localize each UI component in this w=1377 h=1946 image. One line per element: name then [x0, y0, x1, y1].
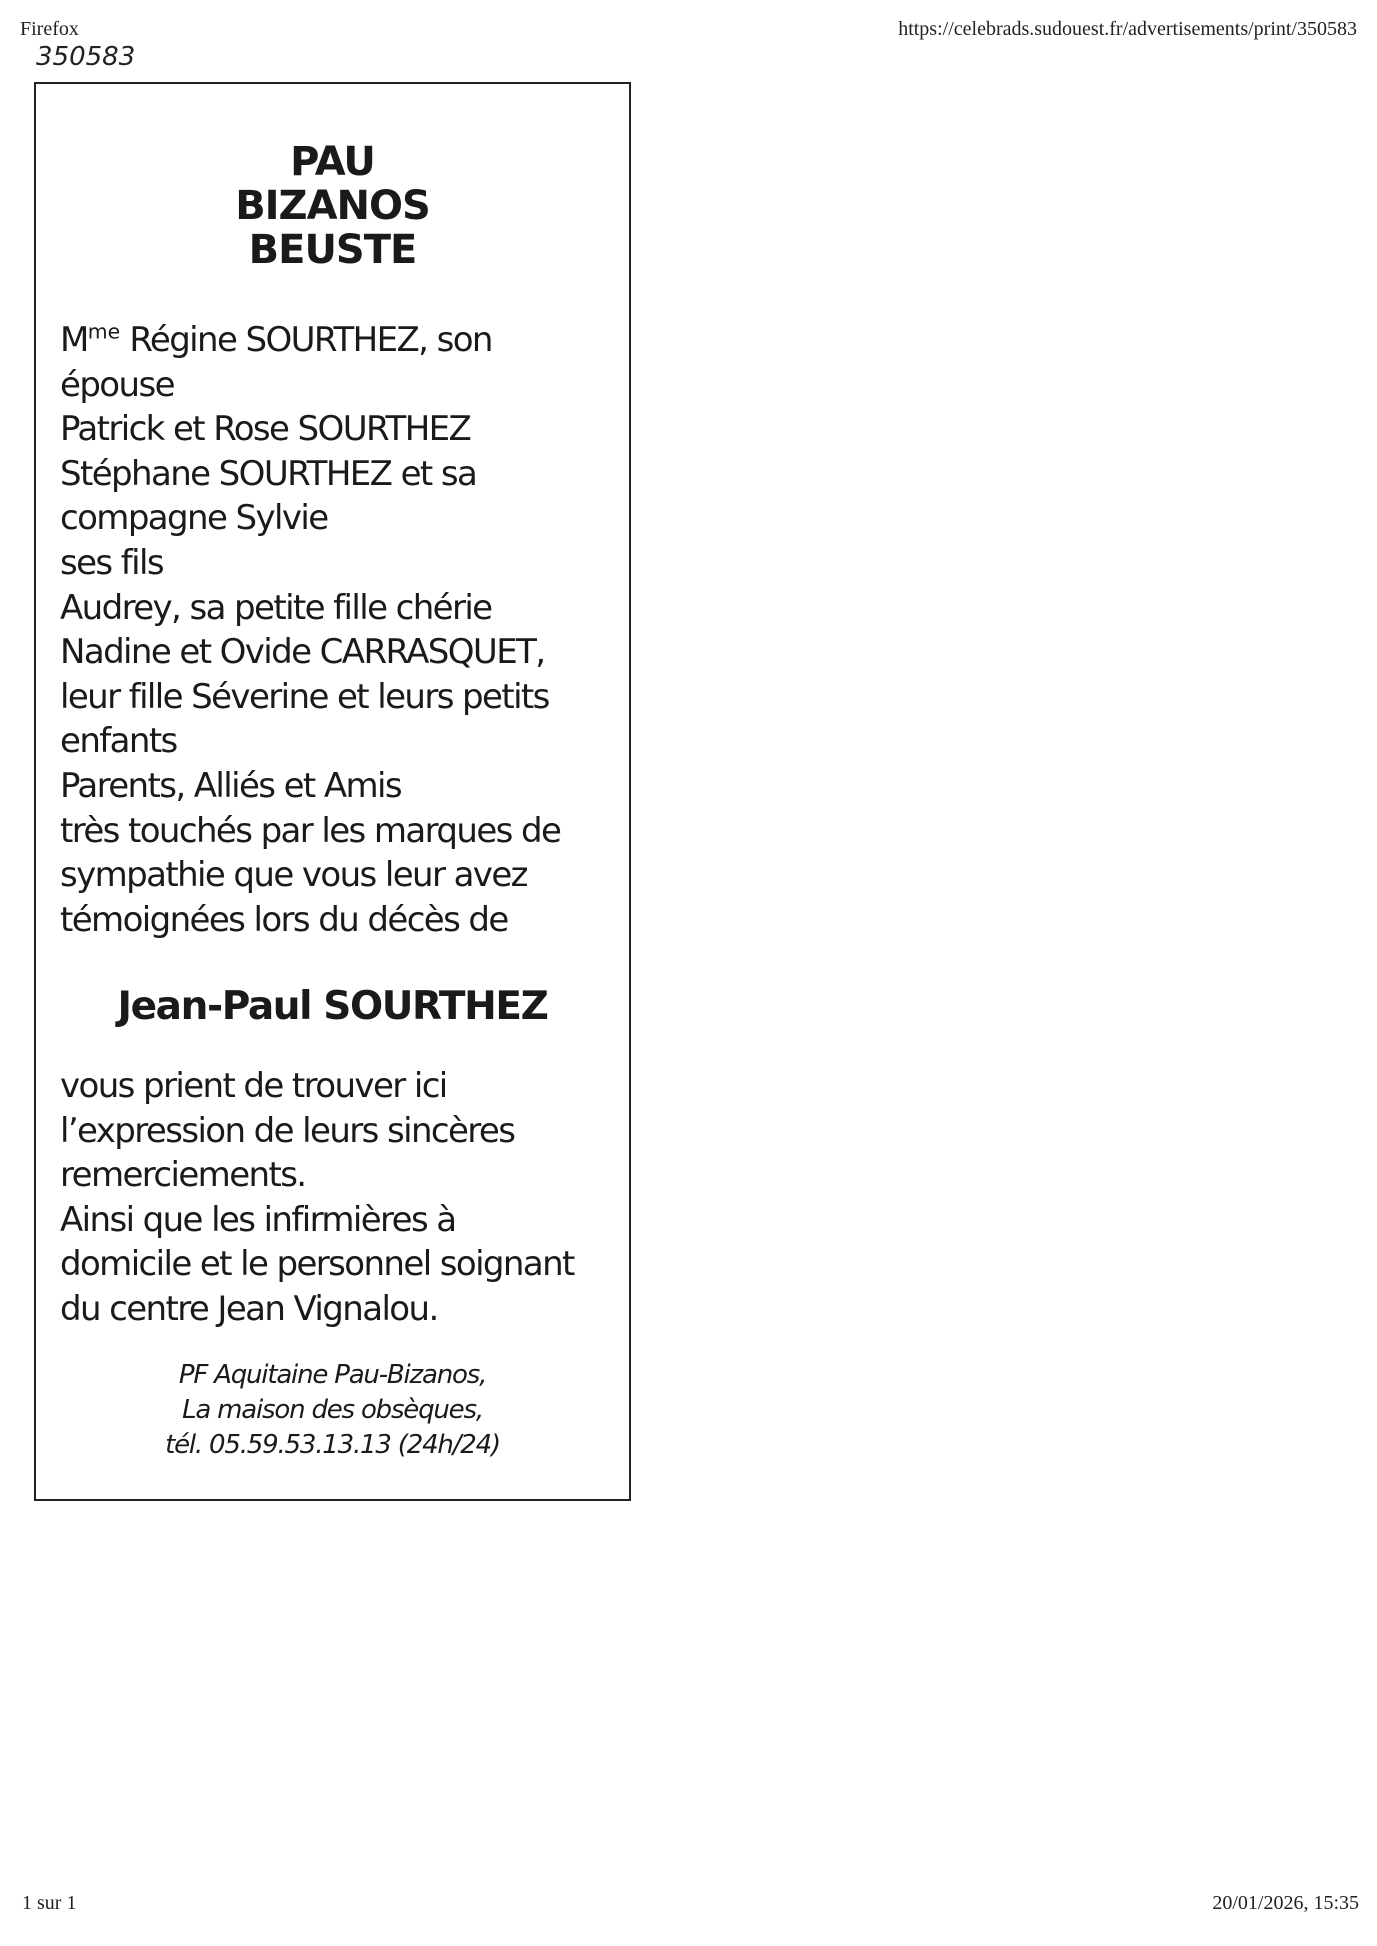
print-footer-datetime: 20/01/2026, 15:35 [1212, 1892, 1359, 1914]
closing-line: l’expression de leurs sincères [60, 1110, 515, 1151]
body-line-first [60, 318, 620, 363]
closing-line: du centre Jean Vignalou. [60, 1288, 438, 1329]
closing-line: domicile et le personnel soignant [60, 1244, 574, 1285]
body-line: Stéphane SOURTHEZ et sa [60, 453, 477, 494]
print-header-browser: Firefox [20, 18, 79, 40]
funeral-home-line: PF Aquitaine Pau-Bizanos, [178, 1360, 487, 1390]
body-line: compagne Sylvie [60, 498, 328, 539]
body-line: témoignées lors du décès de [60, 899, 508, 940]
location-pau: PAU [290, 139, 375, 185]
first-line-text: Régine SOURTHEZ, son [120, 320, 492, 360]
funeral-home-signature [36, 1358, 629, 1463]
print-footer-page: 1 sur 1 [22, 1892, 77, 1914]
deceased-name: Jean-Paul SOURTHEZ [117, 984, 548, 1029]
body-line: Patrick et Rose SOURTHEZ [60, 409, 471, 450]
title-superscript: me [87, 319, 121, 344]
body-line: enfants [60, 721, 177, 762]
body-line: sympathie que vous leur avez [60, 855, 527, 896]
location-beuste: BEUSTE [248, 227, 417, 273]
funeral-home-line: La maison des obsèques, [182, 1395, 483, 1425]
location-bizanos: BIZANOS [235, 183, 430, 229]
ad-body-text [60, 318, 620, 942]
body-line: Audrey, sa petite fille chérie [60, 587, 492, 628]
body-line: Parents, Alliés et Amis [60, 765, 402, 806]
body-line: Nadine et Ovide CARRASQUET, [60, 632, 545, 673]
obituary-ad-box [34, 82, 631, 1501]
body-line: épouse [60, 364, 174, 405]
closing-line: Ainsi que les infirmières à [60, 1199, 456, 1240]
title-prefix: M [60, 320, 88, 360]
locations-heading [36, 140, 629, 272]
print-header-url: https://celebrads.sudouest.fr/advertisements/print/350583 [898, 18, 1357, 40]
body-line: leur fille Séverine et leurs petits [60, 676, 549, 717]
body-line: ses fils [60, 542, 163, 583]
ad-id: 350583 [36, 42, 136, 72]
ad-closing-text [60, 1064, 630, 1332]
closing-line: remerciements. [60, 1155, 306, 1196]
body-line: très touchés par les marques de [60, 810, 561, 851]
funeral-home-phone: tél. 05.59.53.13.13 (24h/24) [165, 1430, 500, 1460]
closing-line: vous prient de trouver ici [60, 1066, 447, 1106]
